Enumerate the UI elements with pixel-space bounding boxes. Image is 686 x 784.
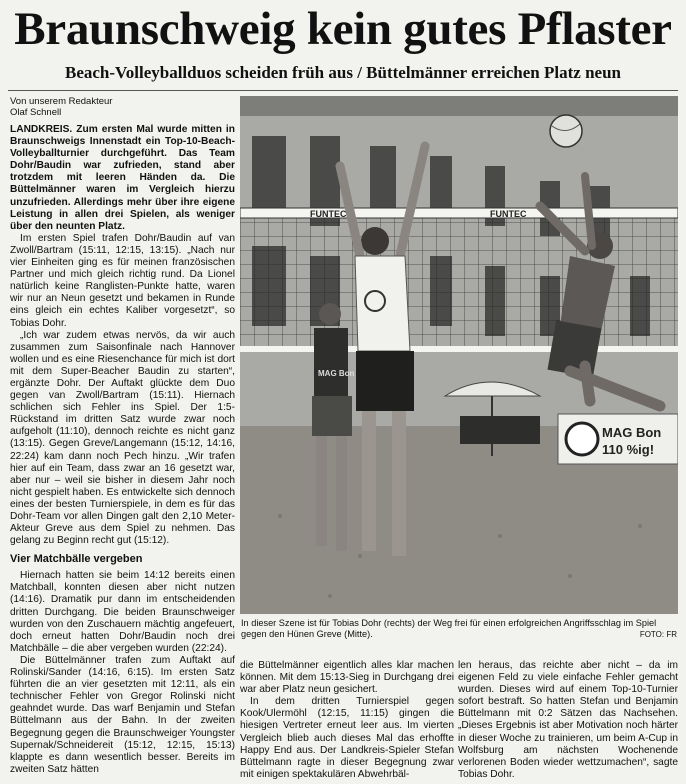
paragraph: die Büttelmänner eigentlich alles klar machen können. Mit dem 15:13-Sieg in Durchgang drei war aber Platz neun gesichert.	[240, 660, 454, 696]
shirt-text: MAG Bon	[318, 369, 355, 378]
photo-illustration	[240, 96, 678, 614]
lead-paragraph: LANDKREIS. Zum ersten Mal wurde mitten in Braunschweigs Innenstadt ein Top-10-Beach-Volleyballturnier durchgeführt. Das Team Dohr/Baudin war zufrieden, stand aber trotzdem mit leeren Händen da. Die Büttelmänner waren im Vergleich hierzu unzufrieden. Allerdings mehr über ihre eigene Leistung in allen drei Spielen, als weniger über den neunten Platz.	[10, 124, 235, 232]
paragraph: „Ich war zudem etwas nervös, da wir auch zusammen zum Saisonfinale nach Hannover wollen und es eine Riesenchance für mich ist dort mit dem Super-Beacher Baudin zu starten“, ergänzte Dohr. Der Auftakt glückte dem Duo gegen van Zwoll/Bartram (15:11). Hiernach schlichen sich Fehler ins Spiel. Der 1:5-Rückstand im dritten Satz wurde zwar noch aufgeholt (11:10), dennoch reichte es nicht ganz (13:15). Gegen Greve/Langemann (15:12, 14:16, 22:24) kam dann noch Pech hinzu. „Wir trafen hier auf ein Team, dass zwar an 16 gesetzt war, aber nur – weil sie bisher in diesem Jahr noch nicht gespielt haben. Es entwickelte sich dennoch eines der besten Turnierspiele, in dem es für das Dohr-Team vor allen Dingen galt den 2,10 Meter-Akteur Greve aus dem Spiel zu nehmen. Das gelang zu Beginn recht gut (15:12).	[10, 329, 235, 547]
article-column-2	[240, 660, 454, 781]
byline-role: Von unserem Redakteur	[10, 96, 113, 107]
paragraph: Die Büttelmänner trafen zum Auftakt auf Rolinski/Sander (14:16, 6:15). Im ersten Satz führten die an vier gesetzten mit 12:11, als ein technischer Fehler von Gregor Rolinski nicht geahndet wurde. Das warf Benjamin und Stefan Büttelmann aus der Bahn. In der zweiten Begegnung gegen die Braunschweiger Youngster Supernak/Schneidereit (15:12, 12:15, 15:13) klappte es dann wesentlich besser. Bereits im zweiten Satz hätten	[10, 654, 235, 775]
article-column-3	[458, 660, 678, 781]
sign-text-1: MAG Bon	[602, 425, 662, 440]
net-banner-text: FUNTEC	[310, 209, 347, 219]
paragraph: Hiernach hatten sie beim 14:12 bereits einen Matchball, konnten diesen aber nicht nutzen (14:16). Dramatik pur dann im entscheidenden dritten Durchgang. Die beiden Braunschweiger wurden von den Zuschauern mächtig angefeuert, doch erneut hatten Dohr/Baudin noch drei Matchbälle – die aber vergeben wurden (22:24).	[10, 570, 235, 654]
headline: Braunschweig kein gutes Pflaster	[14, 3, 672, 55]
subheadline: Beach-Volleyballduos scheiden früh aus / Büttelmänner erreichen Platz neun	[65, 63, 621, 82]
net-banner-text-2: FUNTEC	[490, 209, 527, 219]
photo-credit: FOTO: FR	[639, 630, 677, 639]
byline	[10, 96, 232, 118]
photo-caption	[241, 618, 677, 640]
byline-author: Olaf Schnell	[10, 107, 62, 118]
paragraph: Im ersten Spiel trafen Dohr/Baudin auf van Zwoll/Bartram (15:11, 12:15, 13:15). „Nach nur vier Einheiten ging es für meinen französischen Partner und mich gleich richtig rund. Da Lionel natürlich keine Ranglisten-Punkte hatte, waren wir nur an Neun gesetzt und bekamen in Runde eins gleich ein echtes Kaliber vorgesetzt“, so Tobias Dohr.	[10, 232, 235, 329]
section-heading: Vier Matchbälle vergeben	[10, 553, 143, 566]
article-column-1	[10, 124, 235, 776]
caption-text: In dieser Szene ist für Tobias Dohr (rechts) der Weg frei für einen erfolgreichen Angriffsschlag im Spiel gegen den Hünen Greve (Mitte).	[241, 618, 657, 639]
divider	[8, 90, 678, 91]
paragraph: In dem dritten Turnierspiel gegen Kook/Ulermöhl (12:15, 11:15) gingen die hiesigen Vertreter erneut leer aus. Im vierten Vergleich blieb auch dieses Mal das erhoffte Happy End aus. Der Landkreis-Spieler Stefan Büttelmann ragte in dieser Begegnung zwar mit einigen spektakulären Abwehrbäl-	[240, 696, 454, 780]
beach-volleyball-photo	[240, 96, 678, 614]
paragraph: len heraus, das reichte aber nicht – da im eigenen Feld zu viele einfache Fehler gemacht wurden. Dieses wird auf einem Top-10-Turnier sofort bestraft. So hatten Stefan und Benjamin Büttelmann mit 0:2 Sätzen das Nachsehen. „Dieses Ergebnis ist aber Motivation noch härter in dieser Woche zu trainieren, um beim A-Cup in Wolfsburg am nächsten Wochenende verlorenen Boden wieder wettzumachen“, sagte Tobias Dohr.	[458, 660, 678, 780]
sign-text-2: 110 %ig!	[602, 442, 655, 457]
